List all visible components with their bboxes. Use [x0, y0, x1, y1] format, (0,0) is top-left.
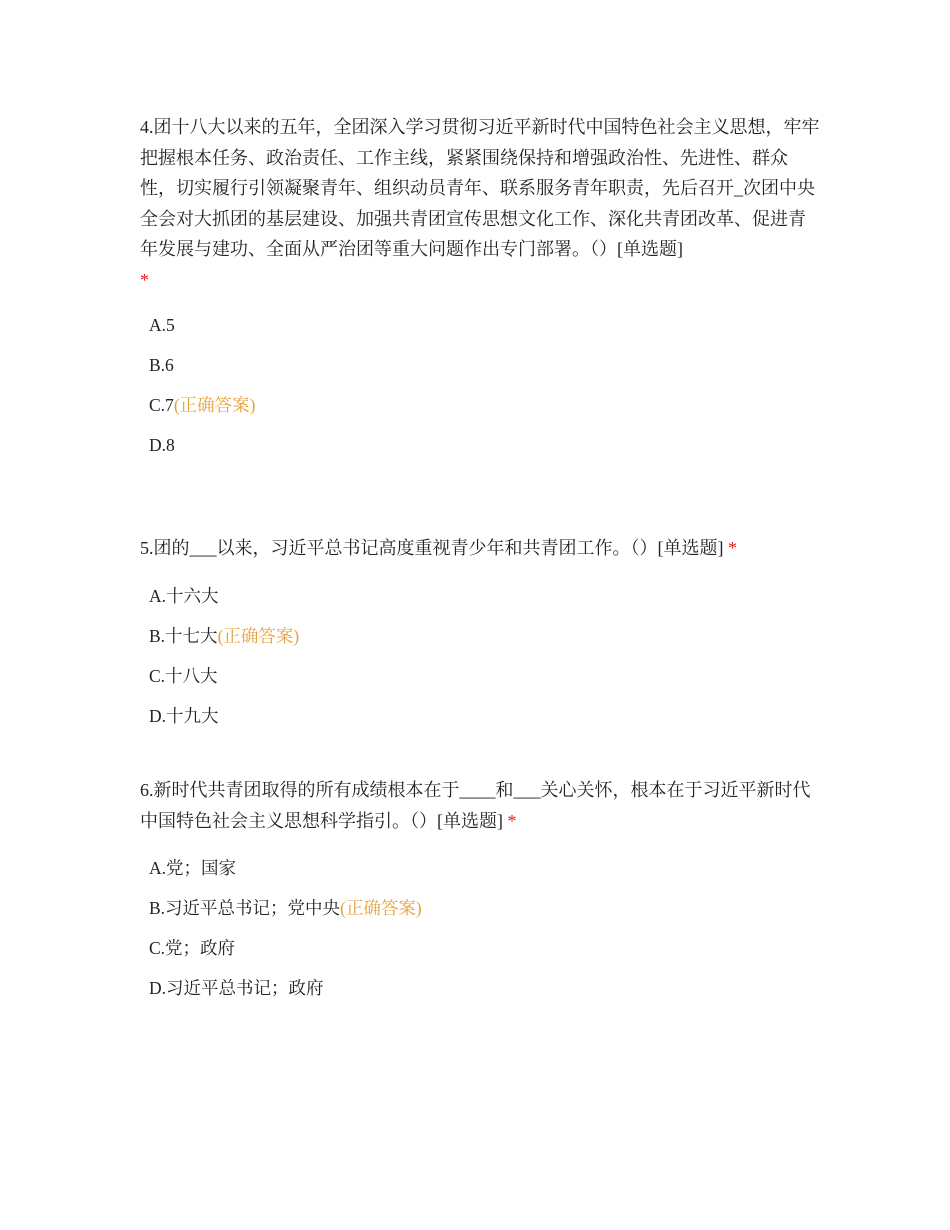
correct-answer-tag: (正确答案): [340, 898, 422, 918]
option-a[interactable]: [149, 305, 820, 345]
option-label: A.十六大: [149, 585, 219, 606]
option-label: B.十七大: [149, 625, 218, 646]
option-label: A.5: [149, 315, 175, 335]
required-mark: *: [507, 810, 517, 831]
question-text: [140, 775, 820, 836]
option-label: B.6: [149, 355, 174, 375]
option-c[interactable]: [149, 928, 820, 968]
correct-answer-tag: (正确答案): [217, 625, 300, 646]
option-a[interactable]: [149, 576, 820, 616]
required-mark: *: [140, 269, 149, 290]
option-d[interactable]: [149, 968, 820, 1008]
question-5: [140, 533, 820, 736]
question-5-text: 5.团的___以来，习近平总书记高度重视青少年和共青团工作。（）[单选题]: [140, 538, 724, 558]
option-label: D.十九大: [149, 705, 219, 726]
correct-answer-tag: (正确答案): [173, 395, 256, 415]
option-label: C.7: [149, 395, 174, 415]
option-c[interactable]: [149, 656, 820, 696]
question-4-text: 4.团十八大以来的五年，全团深入学习贯彻习近平新时代中国特色社会主义思想，牢牢把握根本任务、政治责任、工作主线，紧紧围绕保持和增强政治性、先进性、群众性，切实履行引领凝聚青年、组织动员青年、联系服务青年职责，先后召开_次团中央全会对大抓团的基层建设、加强共青团宣传思想文化工作、深化共青团改革、促进青年发展与建功、全面从严治团等重大问题作出专门部署。（）[单选题]: [140, 117, 820, 259]
question-text: [140, 533, 820, 564]
option-c[interactable]: [149, 385, 820, 425]
option-label: C.十八大: [149, 665, 218, 686]
option-label: D.习近平总书记；政府: [149, 978, 324, 998]
option-list: [149, 305, 820, 465]
option-list: [149, 848, 820, 1008]
question-6-text: 6.新时代共青团取得的所有成绩根本在于____和___关心关怀，根本在于习近平新时代中国特色社会主义思想科学指引。（）[单选题]: [140, 780, 811, 831]
option-d[interactable]: [149, 425, 820, 465]
question-6: [140, 775, 820, 1008]
option-list: [149, 576, 820, 736]
option-label: D.8: [149, 435, 175, 455]
option-label: B.习近平总书记；党中央: [149, 898, 341, 918]
question-text: [140, 112, 820, 295]
option-d[interactable]: [149, 696, 820, 736]
option-a[interactable]: [149, 848, 820, 888]
option-label: A.党；国家: [149, 858, 237, 878]
option-b[interactable]: [149, 616, 820, 656]
option-b[interactable]: [149, 888, 820, 928]
question-4: [140, 112, 820, 455]
option-label: C.党；政府: [149, 938, 236, 958]
required-mark: *: [728, 538, 737, 558]
option-b[interactable]: [149, 345, 820, 385]
question-list: [140, 112, 820, 998]
